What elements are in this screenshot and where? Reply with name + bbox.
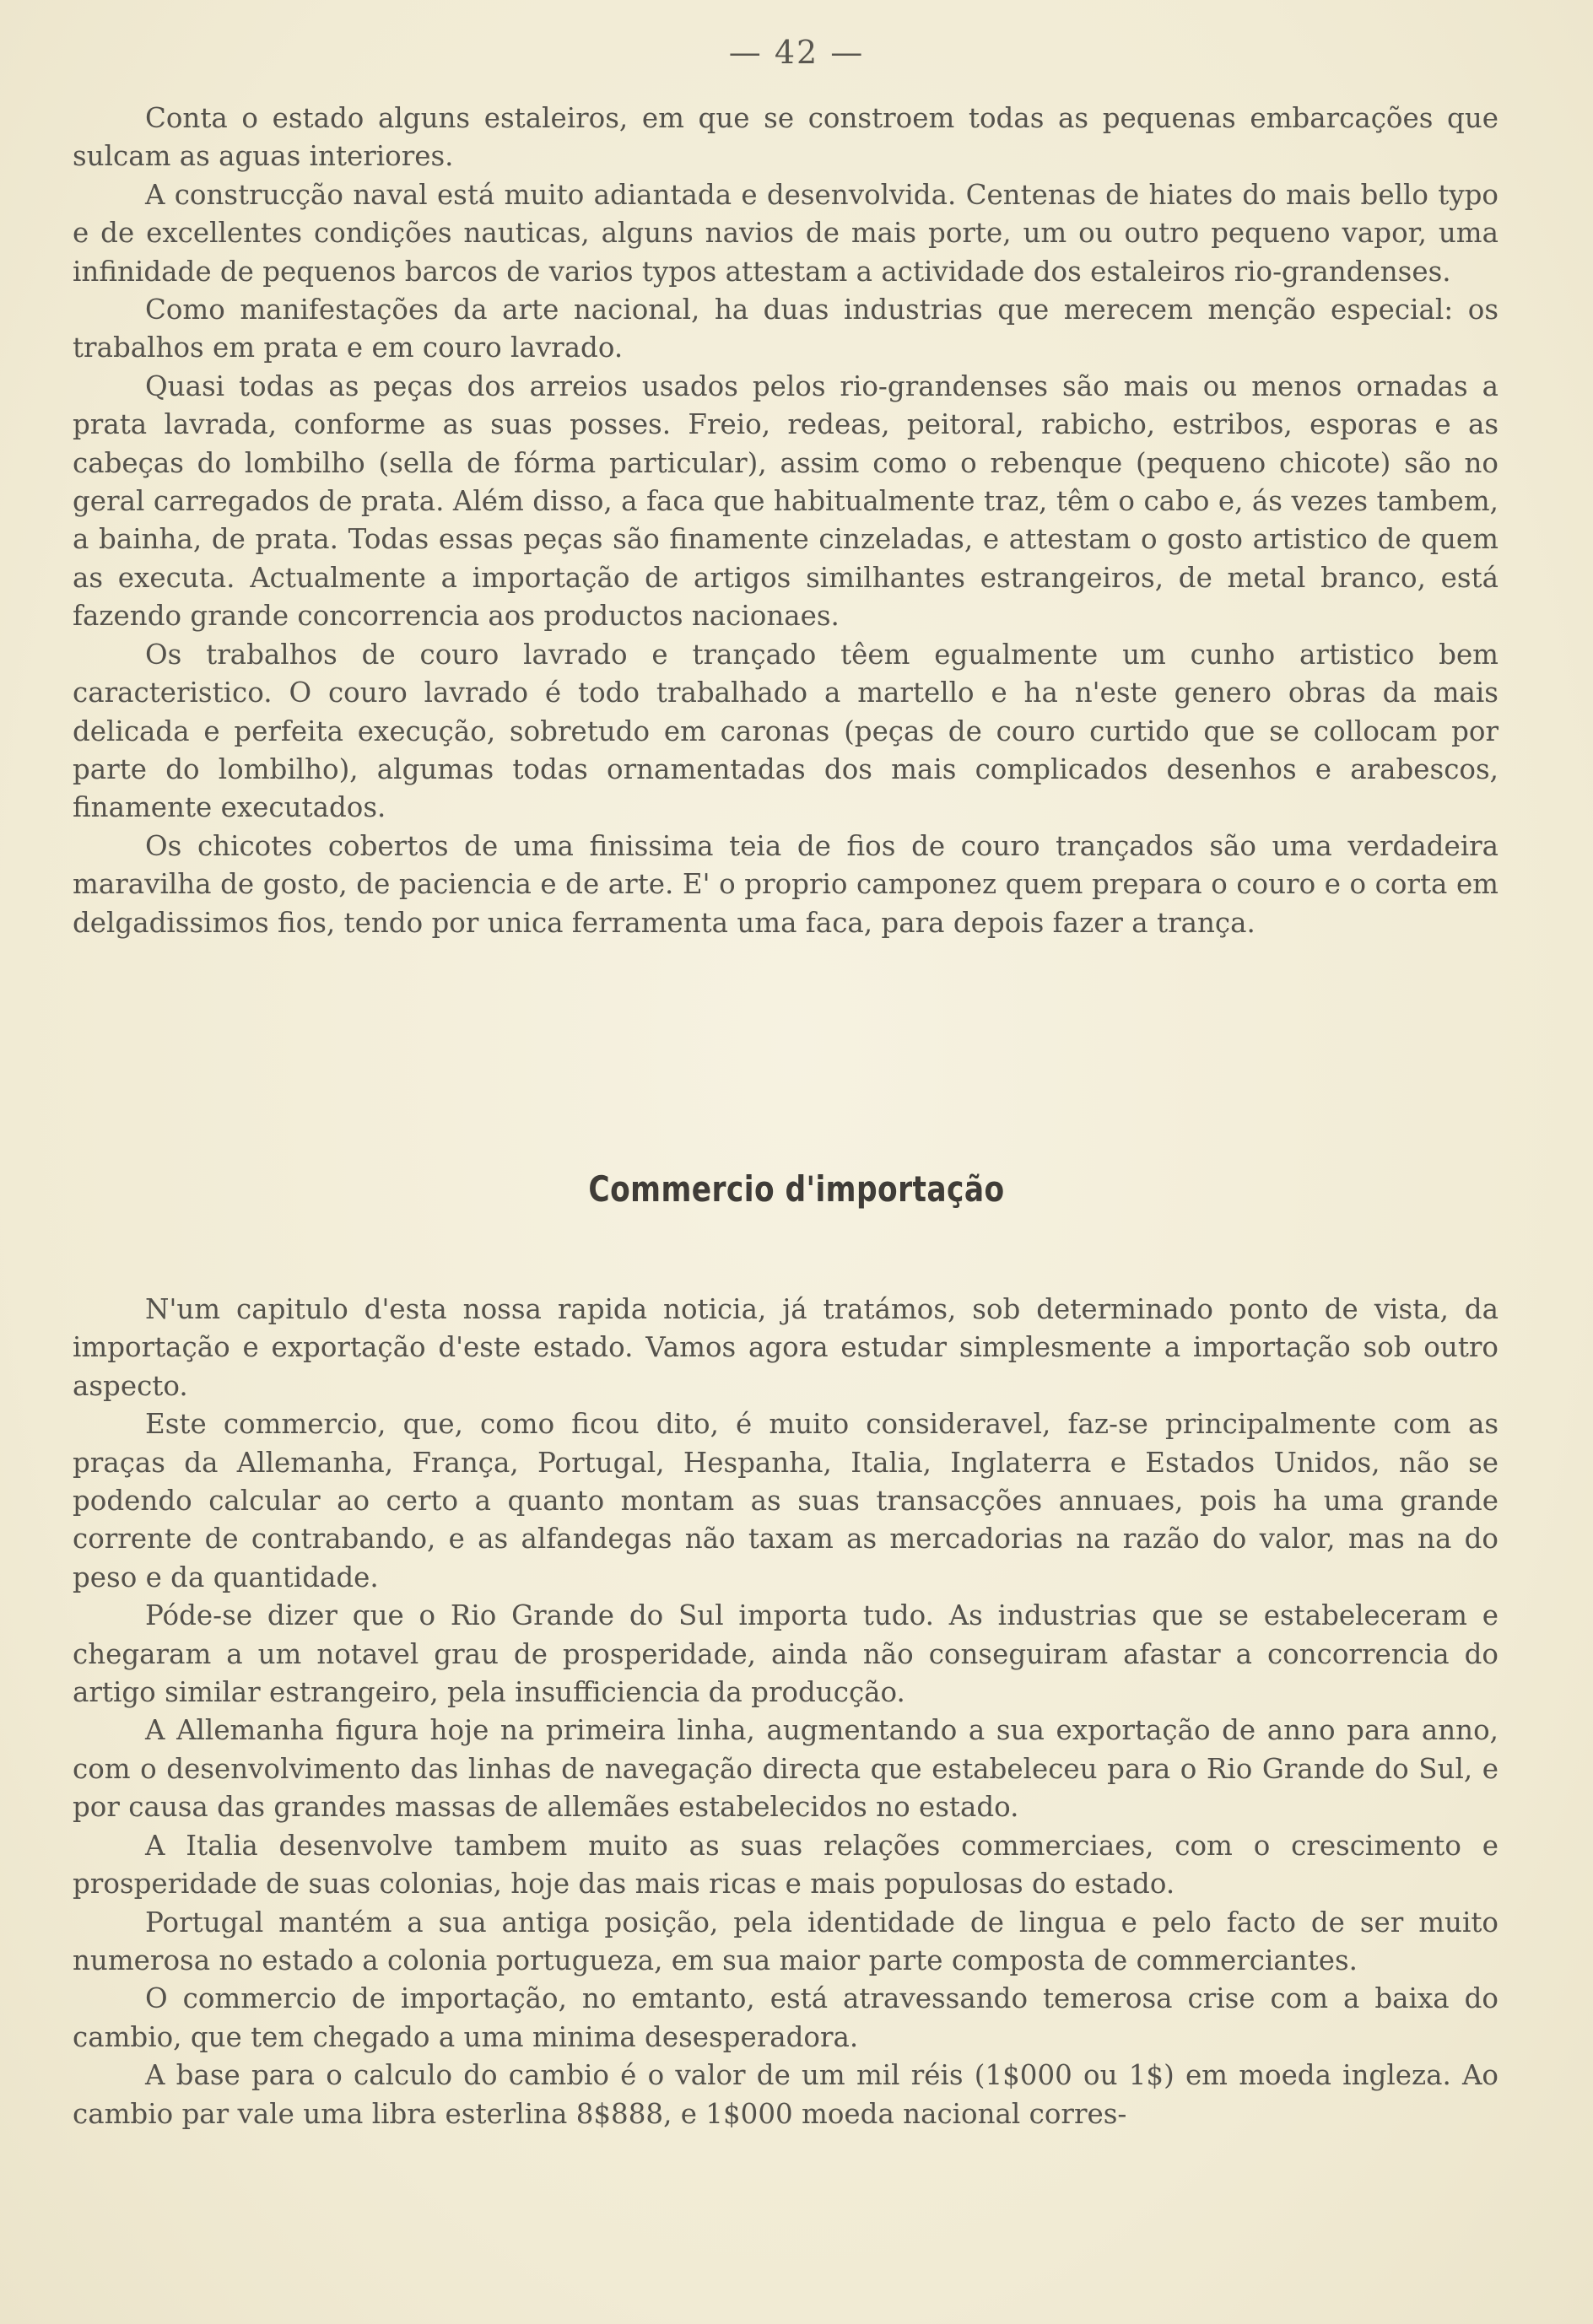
- text-section-import-commerce: [73, 1291, 1498, 2133]
- paragraph: A construcção naval está muito adiantada e desenvolvida. Centenas de hiates do mais bello typo e de excellentes condições nauticas, alguns navios de mais porte, um ou outro pequeno vapor, uma infinidade de pequenos barcos de varios typos attestam a actividade dos estaleiros rio-grandenses.: [73, 178, 1498, 288]
- page-number: — 42 —: [728, 34, 865, 71]
- paragraph: A base para o calculo do cambio é o valor de um mil réis (1$000 ou 1$) em moeda ingleza. Ao cambio par vale uma libra esterlina 8$888, e 1$000 moeda nacional corres-: [73, 2059, 1498, 2130]
- paragraph: Póde-se dizer que o Rio Grande do Sul importa tudo. As industrias que se estabeleceram e chegaram a um notavel grau de prosperidade, ainda não conseguiram afastar a concorrencia do artigo similar estrangeiro, pela insufficiencia da producção.: [73, 1599, 1498, 1709]
- paragraph: Os trabalhos de couro lavrado e trançado têem egualmente um cunho artistico bem caracteristico. O couro lavrado é todo trabalhado a martello e ha n'este genero obras da mais delicada e perfeita execução, sobretudo em caronas (peças de couro curtido que se collocam por parte do lombilho), algumas todas ornamentadas dos mais complicados desenhos e arabescos, finamente executados.: [73, 638, 1498, 824]
- paragraph: Este commercio, que, como ficou dito, é muito consideravel, faz-se principalmente com as praças da Allemanha, França, Portugal, Hespanha, Italia, Inglaterra e Estados Unidos, não se podendo calcular ao certo a quanto montam as suas transacções annuaes, pois ha uma grande corrente de contrabando, e as alfandegas não taxam as mercadorias na razão do valor, mas na do peso e da quantidade.: [73, 1408, 1498, 1593]
- paragraph: Quasi todas as peças dos arreios usados pelos rio-grandenses são mais ou menos ornadas a prata lavrada, conforme as suas posses. Freio, redeas, peitoral, rabicho, estribos, esporas e as cabeças do lombilho (sella de fórma particular), assim como o rebenque (pequeno chicote) são no geral carregados de prata. Além disso, a faca que habitualmente traz, têm o cabo e, ás vezes tambem, a bainha, de prata. Todas essas peças são finamente cinzeladas, e attestam o gosto artistico de quem as executa. Actualmente a importação de artigos similhantes estrangeiros, de metal branco, está fazendo grande concorrencia aos productos nacionaes.: [73, 369, 1498, 633]
- paragraph: Portugal mantém a sua antiga posição, pela identidade de lingua e pelo facto de ser muito numerosa no estado a colonia portugueza, em sua maior parte composta de commerciantes.: [73, 1906, 1498, 1976]
- section-heading: Commercio d'importação: [588, 1168, 1005, 1210]
- paragraph: O commercio de importação, no emtanto, está atravessando temerosa crise com a baixa do cambio, que tem chegado a uma minima desesperadora.: [73, 1982, 1498, 2053]
- paragraph: A Allemanha figura hoje na primeira linha, augmentando a sua exportação de anno para anno, com o desenvolvimento das linhas de navegação directa que estabeleceu para o Rio Grande do Sul, e por causa das grandes massas de allemães estabelecidos no estado.: [73, 1714, 1498, 1824]
- paragraph: Os chicotes cobertos de uma finissima teia de fios de couro trançados são uma verdadeira maravilha de gosto, de paciencia e de arte. E' o proprio camponez quem prepara o couro e o corta em delgadissimos fios, tendo por unica ferramenta uma faca, para depois fazer a trança.: [73, 829, 1498, 939]
- paragraph: A Italia desenvolve tambem muito as suas relações commerciaes, com o crescimento e prosperidade de suas colonias, hoje das mais ricas e mais populosas do estado.: [73, 1829, 1498, 1901]
- paragraph: Como manifestações da arte nacional, ha duas industrias que merecem menção especial: os trabalhos em prata e em couro lavrado.: [73, 294, 1498, 364]
- paragraph: N'um capitulo d'esta nossa rapida noticia, já tratámos, sob determinado ponto de vista, da importação e exportação d'este estado. Vamos agora estudar simplesmente a importação sob outro aspecto.: [73, 1293, 1498, 1402]
- text-section-shipbuilding-and-crafts: [73, 100, 1498, 942]
- paragraph: Conta o estado alguns estaleiros, em que se constroem todas as pequenas embarcações que sulcam as aguas interiores.: [73, 102, 1498, 173]
